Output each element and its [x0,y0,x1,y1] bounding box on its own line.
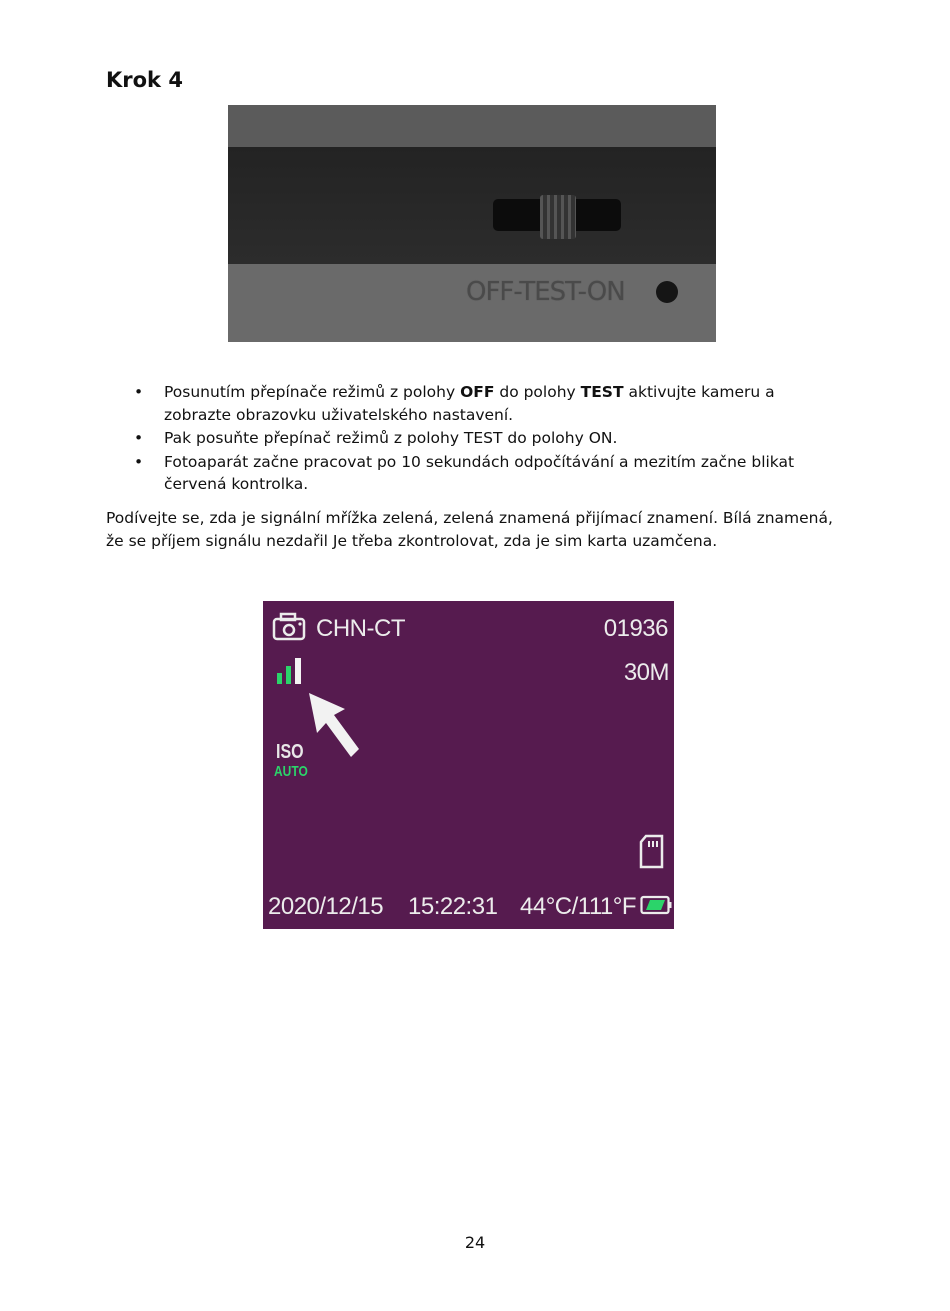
instruction-text: do polohy [494,383,581,401]
bullet-icon: • [134,383,144,401]
instruction-item [134,451,834,496]
date-readout: 2020/12/15 [268,893,384,920]
signal-explanation-paragraph: Podívejte se, zda je signální mřížka zelená, zelená znamená přijímací znamení. Bílá znamená, že se příjem signálu nezdařil Je třeba zkontrolovat, zda je sim karta uzamčena. [106,509,833,550]
instruction-text: Fotoaparát začne pracovat po 10 sekundách odpočítávání a mezitím začne blikat červená kontrolka. [164,452,795,493]
device-dark-panel [228,147,716,264]
device-top-edge [228,105,716,147]
instruction-emphasis: TEST [580,383,624,401]
pointer-arrow-icon [307,691,363,761]
instruction-item [134,381,834,426]
instruction-list [134,381,834,497]
instruction-text: Posunutím přepínače režimů z polohy [164,383,461,401]
mode-switch-knob [540,195,576,239]
bullet-icon: • [134,452,144,471]
temperature-readout: 44°C/111°F [520,893,637,920]
sd-card-icon [638,834,666,870]
time-readout: 15:22:31 [408,893,498,920]
mode-switch-label: OFF-TEST-ON [466,277,625,307]
instruction-emphasis: OFF [460,383,495,401]
mode-switch-photo [228,105,716,342]
photo-counter: 01936 [603,615,668,642]
page-number: 24 [464,1233,486,1252]
iso-value: AUTO [274,763,308,780]
step-heading: Krok 4 [106,68,183,92]
instruction-text: aktivujte kameru a zobrazte obrazovku uživatelského nastavení. [164,383,775,424]
iso-label: ISO [276,741,304,763]
camera-icon [272,611,306,643]
resolution-value: 30M [623,659,669,686]
battery-icon [640,895,672,915]
instruction-text: Pak posuňte přepínač režimů z polohy TEST do polohy ON. [164,429,618,447]
bullet-icon: • [134,429,144,447]
signal-strength-icon [277,657,307,687]
indicator-led [656,281,678,303]
operator-name: CHN-CT [316,615,405,642]
camera-screen [263,601,674,929]
instruction-item [134,427,834,450]
